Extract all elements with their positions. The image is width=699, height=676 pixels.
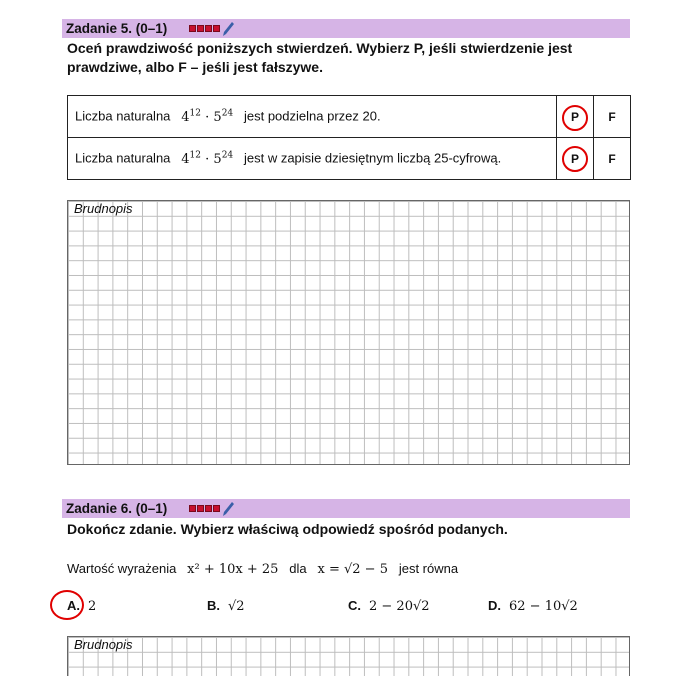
scratch-label: Brudnopis [74,637,133,652]
statement-1: Liczba naturalna $4^{12} \cdot 5^{24}$ jest podzielna przez 20. [68,96,557,138]
task6-header [62,499,630,518]
choice-p-1[interactable]: P [557,96,594,138]
scratch-label: Brudnopis [74,201,133,216]
choice-p-2[interactable]: P [557,138,594,180]
statement-1-math: $4^{12} \cdot 5^{24}$ [181,108,234,125]
answer-b[interactable]: B. √2 [207,598,245,614]
pen-icon [221,21,235,37]
selection-circle [50,590,84,620]
task6-question: Wartość wyrażenia x² + 10x + 25 dla x = √2 − 5 jest równa [67,561,459,577]
selection-circle [562,146,588,172]
answer-c[interactable]: C. 2 − 20√2 [348,598,430,614]
table-row [68,138,631,180]
task5-title: Zadanie 5. (0–1) [66,21,168,36]
statement-2-math: $4^{12} \cdot 5^{24}$ [181,150,234,167]
answer-d[interactable]: D. 62 − 10√2 [488,598,578,614]
answer-a[interactable]: A. 2 [67,598,96,614]
expression: x² + 10x + 25 [187,562,279,577]
table-row [68,96,631,138]
selection-circle [562,105,588,131]
difficulty-level-icon [189,25,220,32]
pen-icon [221,501,235,517]
task5-instruction: Oceń prawdziwość poniższych stwierdzeń. Wybierz P, jeśli stwierdzenie jest prawdziwe, albo F – jeśli jest fałszywe. [67,40,573,75]
choice-f-2[interactable]: F [594,138,631,180]
condition: x = √2 − 5 [317,562,388,577]
task6-instruction: Dokończ zdanie. Wybierz właściwą odpowiedź spośród podanych. [67,521,508,537]
statement-2: Liczba naturalna $4^{12} \cdot 5^{24}$ jest w zapisie dziesiętnym liczbą 25-cyfrową. [68,138,557,180]
difficulty-level-icon [189,505,220,512]
scratch-grid[interactable] [67,200,630,465]
scratch-grid[interactable] [67,636,630,676]
true-false-table [67,95,631,180]
task6-title: Zadanie 6. (0–1) [66,501,168,516]
choice-f-1[interactable]: F [594,96,631,138]
task5-header [62,19,630,38]
